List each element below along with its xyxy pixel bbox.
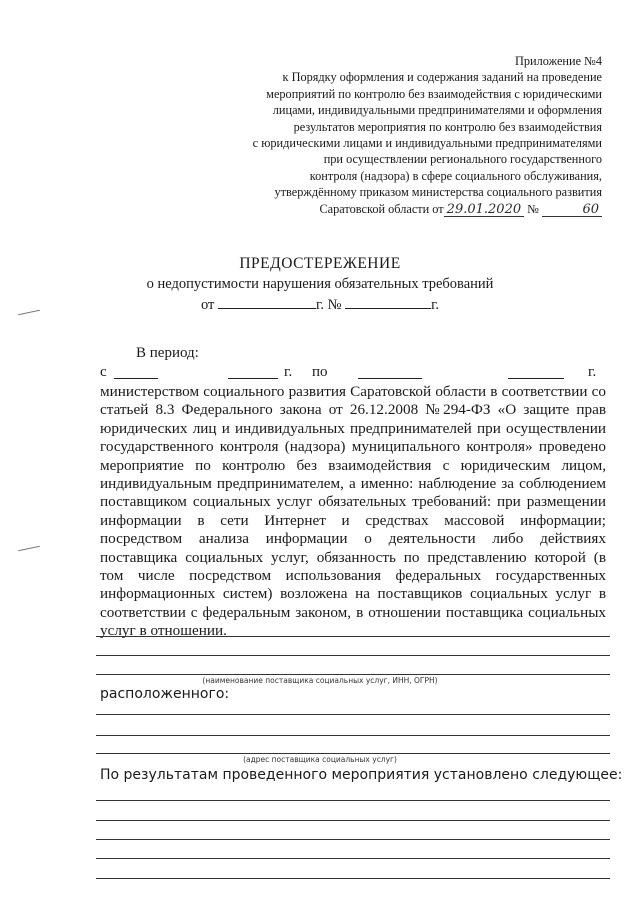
period-from: с bbox=[100, 364, 107, 380]
period-year-1: г. bbox=[284, 364, 293, 380]
results-line bbox=[96, 878, 610, 879]
results-line bbox=[96, 839, 610, 840]
period-year-2: г. bbox=[588, 364, 597, 380]
body-line: юридических лиц и индивидуальных предпринимателей при осуществлении bbox=[100, 419, 606, 437]
provider-name-caption: (наименование поставщика социальных услуг, ИНН, ОГРН) bbox=[202, 676, 438, 685]
provider-address-caption: (адрес поставщика социальных услуг) bbox=[243, 755, 397, 764]
appendix-line: к Порядку оформления и содержания заданий на проведение bbox=[282, 70, 602, 85]
appendix-line: Приложение №4 bbox=[515, 54, 602, 68]
appendix-header bbox=[162, 53, 602, 217]
body-line: индивидуальным предпринимателем, а именно: наблюдение за соблюдением bbox=[100, 475, 606, 493]
appendix-line: лицами, индивидуальными предпринимателями и оформления bbox=[272, 103, 602, 118]
results-label: По результатам проведенного мероприятия установлено следующее: bbox=[100, 767, 623, 783]
document-subtitle: о недопустимости нарушения обязательных требований bbox=[146, 276, 494, 292]
period-row bbox=[100, 364, 606, 382]
provider-name-line bbox=[96, 636, 610, 637]
results-line bbox=[96, 800, 610, 801]
body-line: информационных систем) возложена на поставщиков социальных услуг в bbox=[100, 585, 606, 603]
appendix-line: с юридическими лицами и индивидуальными предпринимателями bbox=[252, 136, 602, 151]
period-from-day-blank bbox=[114, 378, 158, 379]
results-line bbox=[96, 858, 610, 859]
appendix-line: при осуществлении регионального государственного bbox=[323, 152, 602, 167]
body-line: мероприятие по контролю без взаимодействия с юридическим лицом, bbox=[100, 456, 606, 474]
provider-address-line bbox=[96, 753, 610, 754]
period-label: В период: bbox=[136, 345, 199, 361]
body-line: государственного контроля (надзора) муниципального контроля» проведено bbox=[100, 438, 606, 456]
provider-address-line bbox=[96, 735, 610, 736]
margin-mark bbox=[18, 546, 40, 552]
document-date-line bbox=[0, 294, 640, 314]
provider-name-line bbox=[96, 674, 610, 675]
appendix-order-prefix: Саратовской области от bbox=[319, 201, 444, 216]
appendix-line: контроля (надзора) в сфере социального обслуживания, bbox=[309, 168, 602, 183]
number-sign: № bbox=[527, 201, 539, 216]
body-line: услуг в отношении. bbox=[100, 622, 227, 640]
body-line: министерством социального развития Саратовской области в соответствии со bbox=[100, 383, 606, 400]
results-line bbox=[96, 820, 610, 821]
period-to-year-blank bbox=[508, 378, 564, 379]
body-line: соответствии с федеральным законом, в отношении поставщика социальных bbox=[100, 603, 606, 621]
handwritten-order-date: 29.01.2020 bbox=[444, 203, 524, 217]
located-label: расположенного: bbox=[100, 686, 230, 702]
body-line: поставщика социальных услуг, обязанность по представлению которой (в bbox=[100, 548, 606, 566]
body-line: информации в сети Интернет и средствах массовой информации; bbox=[100, 511, 606, 529]
body-line: статьей 8.3 Федерального закона от 26.12.2008 №294-ФЗ «О защите прав bbox=[100, 401, 606, 419]
appendix-line: утверждённому приказом министерства социального развития bbox=[274, 185, 602, 200]
appendix-line: мероприятий по контролю без взаимодействия с юридическими bbox=[266, 86, 602, 101]
provider-address-line bbox=[96, 714, 610, 715]
date-number-suffix: г. № bbox=[316, 297, 342, 313]
handwritten-order-number: 60 bbox=[542, 203, 602, 217]
period-from-year-blank bbox=[228, 378, 278, 379]
number-blank bbox=[345, 294, 431, 309]
provider-name-line bbox=[96, 655, 610, 656]
body-line: поставщиком социальных услуг обязательных требований: при размещении bbox=[100, 493, 606, 511]
date-prefix: от bbox=[201, 297, 215, 313]
period-to: по bbox=[312, 364, 328, 380]
appendix-order-line bbox=[319, 201, 602, 217]
appendix-line: результатов мероприятия по контролю без взаимодействия bbox=[293, 119, 602, 134]
body-paragraph bbox=[100, 383, 606, 641]
body-line: посредством анализа информации о деятельности либо действиях bbox=[100, 530, 606, 548]
body-line: том числе посредством использования федеральных государственных bbox=[100, 567, 606, 585]
date-blank bbox=[218, 294, 316, 309]
document-title: ПРЕДОСТЕРЕЖЕНИЕ bbox=[239, 255, 401, 272]
period-to-day-blank bbox=[358, 378, 422, 379]
date-year-suffix: г. bbox=[431, 297, 439, 313]
